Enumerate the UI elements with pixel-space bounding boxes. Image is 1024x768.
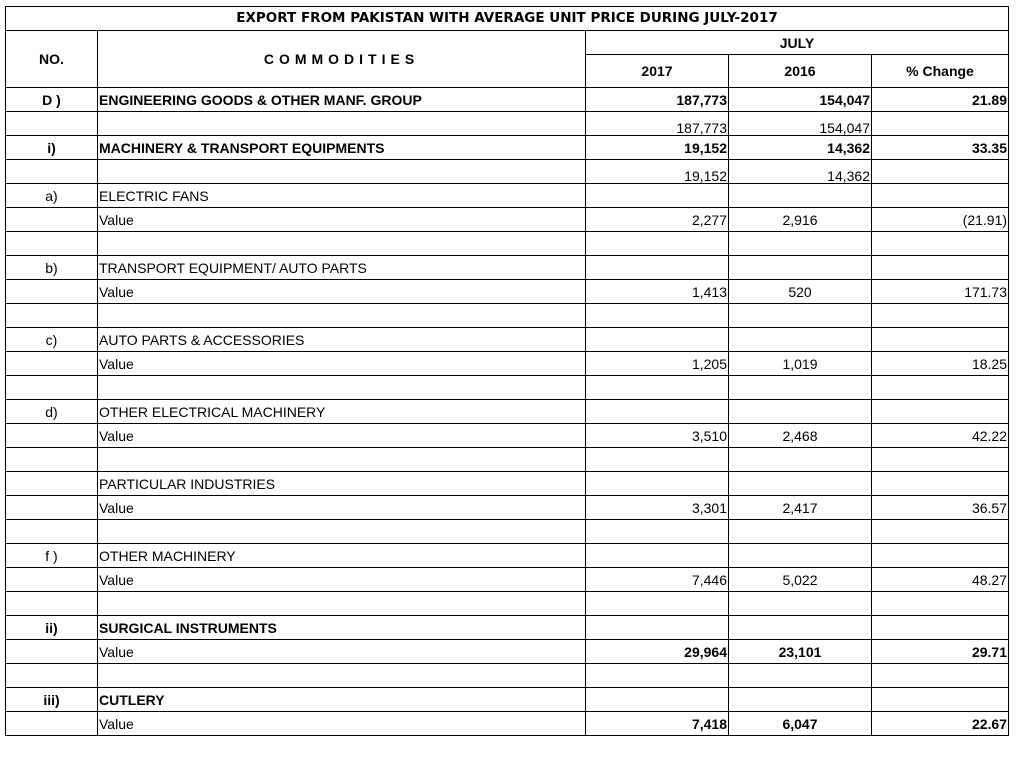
table-row <box>6 664 1009 688</box>
value-change: 36.57 <box>872 496 1009 520</box>
sub-value-2017: 19,152 <box>586 160 729 184</box>
value-2016: 23,101 <box>729 640 872 664</box>
value-change: (21.91) <box>872 208 1009 232</box>
value-change: 42.22 <box>872 424 1009 448</box>
value-2016: 2,468 <box>729 424 872 448</box>
value-2016: 1,019 <box>729 352 872 376</box>
table-row <box>6 184 1009 208</box>
table-row <box>6 448 1009 472</box>
row-no: iii) <box>6 688 98 712</box>
table-row <box>6 544 1009 568</box>
table-row <box>6 376 1009 400</box>
value-2017: 3,301 <box>586 496 729 520</box>
row-label: Value <box>98 568 586 592</box>
table-row <box>6 160 1009 184</box>
row-no: i) <box>6 136 98 160</box>
table-row <box>6 496 1009 520</box>
row-label: CUTLERY <box>98 688 586 712</box>
value-2017: 187,773 <box>586 88 729 112</box>
table-row <box>6 232 1009 256</box>
table-row <box>6 568 1009 592</box>
title-row <box>6 7 1009 31</box>
value-2017: 2,277 <box>586 208 729 232</box>
table-row <box>6 520 1009 544</box>
value-change: 21.89 <box>872 88 1009 112</box>
value-2016: 520 <box>729 280 872 304</box>
row-label: OTHER MACHINERY <box>98 544 586 568</box>
value-2017: 7,446 <box>586 568 729 592</box>
row-no: D ) <box>6 88 98 112</box>
sub-value-2017: 187,773 <box>586 112 729 136</box>
row-label: Value <box>98 712 586 736</box>
header-period: JULY <box>586 31 1009 55</box>
value-2017: 19,152 <box>586 136 729 160</box>
value-2017: 1,413 <box>586 280 729 304</box>
value-2016: 2,916 <box>729 208 872 232</box>
value-change: 29.71 <box>872 640 1009 664</box>
table-row <box>6 472 1009 496</box>
header-no: NO. <box>6 31 98 88</box>
row-label: Value <box>98 640 586 664</box>
value-2016: 154,047 <box>729 88 872 112</box>
value-2016: 14,362 <box>729 136 872 160</box>
table-row <box>6 256 1009 280</box>
row-label: OTHER ELECTRICAL MACHINERY <box>98 400 586 424</box>
header-row-1 <box>6 31 1009 55</box>
table-row <box>6 112 1009 136</box>
value-2017: 7,418 <box>586 712 729 736</box>
table-row <box>6 88 1009 112</box>
row-no: ii) <box>6 616 98 640</box>
table-row <box>6 400 1009 424</box>
table-row <box>6 136 1009 160</box>
value-2016: 2,417 <box>729 496 872 520</box>
row-no: a) <box>6 184 98 208</box>
table-row <box>6 688 1009 712</box>
row-label: PARTICULAR INDUSTRIES <box>98 472 586 496</box>
value-change: 48.27 <box>872 568 1009 592</box>
row-label: Value <box>98 352 586 376</box>
value-2016: 6,047 <box>729 712 872 736</box>
row-no: f ) <box>6 544 98 568</box>
sub-value-2016: 154,047 <box>729 112 872 136</box>
row-label: SURGICAL INSTRUMENTS <box>98 616 586 640</box>
sub-value-2016: 14,362 <box>729 160 872 184</box>
row-no: b) <box>6 256 98 280</box>
value-change: 171.73 <box>872 280 1009 304</box>
row-no: c) <box>6 328 98 352</box>
value-change: 18.25 <box>872 352 1009 376</box>
table-title: EXPORT FROM PAKISTAN WITH AVERAGE UNIT PRICE DURING JULY-2017 <box>6 7 1009 31</box>
table-row <box>6 280 1009 304</box>
header-year-2016: 2016 <box>729 55 872 88</box>
table-row <box>6 616 1009 640</box>
table-row <box>6 592 1009 616</box>
row-no <box>6 472 98 496</box>
row-label: MACHINERY & TRANSPORT EQUIPMENTS <box>98 136 586 160</box>
header-commodities: COMMODITIES <box>98 31 586 88</box>
row-label: TRANSPORT EQUIPMENT/ AUTO PARTS <box>98 256 586 280</box>
value-2017: 3,510 <box>586 424 729 448</box>
header-year-2017: 2017 <box>586 55 729 88</box>
row-label: ELECTRIC FANS <box>98 184 586 208</box>
header-change: % Change <box>872 55 1009 88</box>
row-label: Value <box>98 496 586 520</box>
table-row <box>6 640 1009 664</box>
row-label: AUTO PARTS & ACCESSORIES <box>98 328 586 352</box>
row-label: Value <box>98 208 586 232</box>
row-label: Value <box>98 280 586 304</box>
value-change: 22.67 <box>872 712 1009 736</box>
row-no: d) <box>6 400 98 424</box>
table-row <box>6 208 1009 232</box>
value-change: 33.35 <box>872 136 1009 160</box>
value-2017: 1,205 <box>586 352 729 376</box>
value-2017: 29,964 <box>586 640 729 664</box>
value-2016: 5,022 <box>729 568 872 592</box>
row-label: Value <box>98 424 586 448</box>
export-table <box>5 6 1009 736</box>
table-row <box>6 712 1009 736</box>
table-row <box>6 424 1009 448</box>
table-row <box>6 352 1009 376</box>
row-label: ENGINEERING GOODS & OTHER MANF. GROUP <box>98 88 586 112</box>
table-row <box>6 328 1009 352</box>
table-row <box>6 304 1009 328</box>
